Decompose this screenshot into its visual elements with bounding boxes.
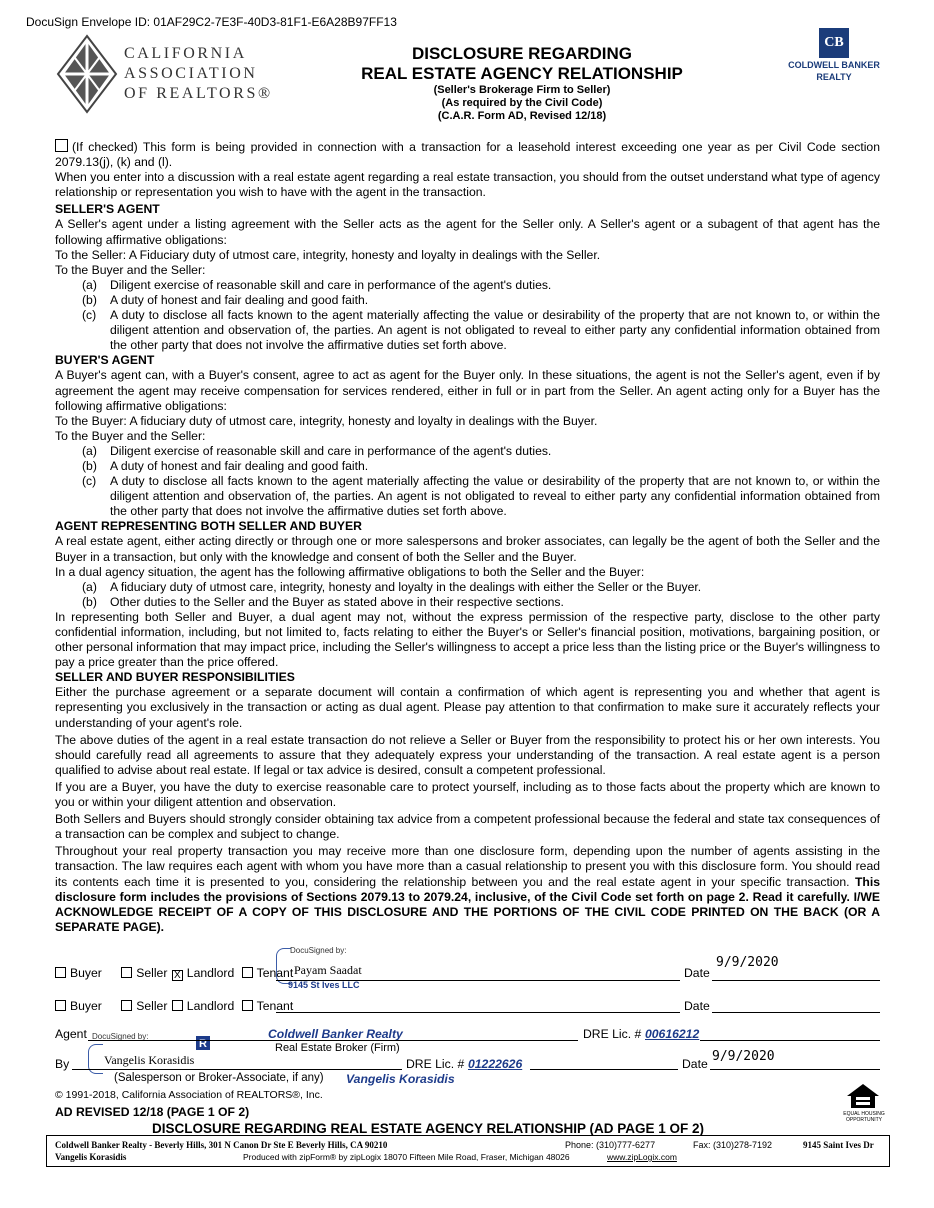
list-item: (a) A fiduciary duty of utmost care, integrity, honesty and loyalty in the dealings with either the Seller or the Buyer. [55,580,880,595]
both-p2: In a dual agency situation, the agent has the following affirmative obligations to both the Seller and the Buyer: [55,564,645,579]
by-caption: (Salesperson or Broker-Associate, if any) [114,1072,324,1084]
by-date-value[interactable]: 9/9/2020 [712,1049,775,1064]
leasehold-checkbox[interactable] [55,139,68,152]
equal-housing-label: EQUAL HOUSING OPPORTUNITY [843,1111,885,1123]
title-line2: REAL ESTATE AGENCY RELATIONSHIP [361,64,683,83]
resp-p5-bold: This disclosure form includes the provisions of Sections 2079.13 to 2079.24, inclusive, of the Civil Code set forth on page 2. Read it carefully. I/WE ACKNOWLEDGE RECEIPT OF A COPY OF THIS DISCLOSURE AND THE PORTIONS OF THE CIVIL CODE PRINTED ON THE BACK (OR A SEPARATE PAGE). [55,874,880,934]
seller-checkbox-2[interactable] [121,1000,132,1011]
subtitle3: (C.A.R. Form AD, Revised 12/18) [437,110,607,122]
resp-heading: SELLER AND BUYER RESPONSIBILITIES [55,670,295,685]
buyer-p2: To the Buyer: A fiduciary duty of utmost care, integrity, honesty and loyalty in dealings with the Buyer. [55,413,598,428]
seller-p2: To the Seller: A Fiduciary duty of utmost care, integrity, honesty and loyalty in dealings with the Seller. [55,247,601,262]
footer-property: 9145 Saint Ives Dr [803,1140,874,1150]
footer-office: Coldwell Banker Realty - Beverly Hills, 301 N Canon Dr Ste E Beverly Hills, CA 90210 [55,1140,388,1150]
buyer-p1: A Buyer's agent can, with a Buyer's consent, agree to act as agent for the Buyer only. In these situations, the agent is not the Seller's agent, even if by agreement the agent may receive compensation for services rendered, either in full or in part from the Seller. An agent acting only for a Buyer has the following affirmative obligations: [55,368,880,413]
row1-entity: 9145 St Ives LLC [288,980,360,990]
car-line2: ASSOCIATION [124,65,258,82]
seller-a: Diligent exercise of reasonable skill and care in performance of the agent's duties. [110,277,552,292]
realtor-r-icon [196,1036,212,1054]
date-line-2 [712,1012,880,1013]
list-item: (c) A duty to disclose all facts known to the agent materially affecting the value or desirability of the property that are not known to, or within the diligent attention and observation of, the parties. An agent is not obligated to reveal to either party any confidential information obtained from the other party that does not involve the affirmative duties set forth above. [82,474,880,519]
seller-label-2: Seller [136,999,168,1013]
footer-url[interactable]: www.zipLogix.com [607,1152,677,1162]
date-value-1[interactable]: 9/9/2020 [716,955,779,970]
date-line-1 [712,980,880,981]
envelope-id: DocuSign Envelope ID: 01AF29C2-7E3F-40D3-81F1-E6A28B97FF13 [26,15,397,29]
both-p1: A real estate agent, either acting directly or through one or more salespersons and broker associates, can legally be the agent of both the Seller and the Buyer in a transaction, but only with the knowledge and consent of both the Seller and the Buyer. [55,534,880,564]
buyer-c: A duty to disclose all facts known to the agent materially affecting the value or desirability of the property that are not known to, or within the diligent attention and observation of, the parties. An agent is not obligated to reveal to either party any confidential information obtained from the other party that does not involve the affirmative duties set forth above. [110,474,880,519]
resp-p4: Both Sellers and Buyers should strongly consider obtaining tax advice from a competent professional because the federal and state tax consequences of a transaction can be complex and subject to change. [55,812,880,842]
list-item: (b) Other duties to the Seller and the Buyer as stated above in their respective sections. [55,595,880,610]
resp-p5 [55,844,880,935]
equal-housing-icon [845,1082,881,1110]
list-item: (b) A duty of honest and fair dealing and good faith. [55,459,880,474]
resp-p5-text: Throughout your real property transaction you may receive more than one disclosure form, depending upon the number of agents assisting in the transaction. The law requires each agent with whom you have more than a casual relationship to present you with this disclosure form. You should read its contents each time it is presented to you, considering the relationship between you and the real estate agent in your specific transaction. [55,844,880,889]
docusigned-label-2: DocuSigned by: [92,1032,149,1041]
by-line [72,1069,402,1070]
agent-line [88,1040,578,1041]
subtitle1: (Seller's Brokerage Firm to Seller) [433,84,611,96]
coldwell-banker-logo [784,28,884,82]
cb-line2: REALTY [816,72,852,82]
signature-payam[interactable]: Payam Saadat [294,963,362,977]
copyright: © 1991-2018, California Association of REALTORS®, Inc. [55,1089,323,1101]
seller-label: Seller [136,966,168,980]
seller-checkbox-1[interactable] [121,967,132,978]
date-label-1: Date [684,966,710,980]
tenant-checkbox-1[interactable] [242,967,253,978]
buyer-label: Buyer [70,966,102,980]
title-line1: DISCLOSURE REGARDING [411,44,633,63]
landlord-checkbox-1[interactable]: X [172,970,183,981]
tenant-label-2: Tenant [256,999,294,1013]
list-item: (b) A duty of honest and fair dealing and good faith. [55,293,880,308]
car-line3: OF REALTORS® [124,85,273,102]
cb-logo-icon: CB [819,28,849,58]
leasehold-text: (If checked) This form is being provided in connection with a transaction for a leasehold interest exceeding one year as per Civil Code section 2079.13(j), (k) and (l). [55,140,880,170]
seller-b: A duty of honest and fair dealing and good faith. [110,292,369,307]
footer-fax: Fax: (310)278-7192 [693,1140,773,1150]
by-dre-label: DRE Lic. # [406,1057,465,1071]
footer-agent: Vangelis Korasidis [55,1152,127,1162]
seller-p3: To the Buyer and the Seller: [55,262,206,277]
buyer-b: A duty of honest and fair dealing and good faith. [110,458,369,473]
buyer-label-2: Buyer [70,999,102,1013]
signature-line-2 [276,1012,680,1013]
buyer-checkbox-1[interactable] [55,967,66,978]
signature-row-1 [55,966,293,981]
cb-line1: COLDWELL BANKER [788,60,880,70]
subtitle2: (As required by the Civil Code) [441,97,603,109]
tenant-label: Tenant [256,966,294,980]
car-logo-icon [56,34,118,114]
by-date-label: Date [682,1057,708,1071]
signature-row-2 [55,999,293,1013]
signature-vangelis[interactable]: Vangelis Korasidis [104,1053,195,1067]
tenant-checkbox-2[interactable] [242,1000,253,1011]
by-date-line [710,1069,880,1070]
signature-line-1 [276,980,680,981]
intro: When you enter into a discussion with a real estate agent regarding a real estate transaction, you should from the outset understand what type of agency relationship or representation you wish to have with the agent in the transaction. [55,170,880,200]
seller-heading: SELLER'S AGENT [55,202,160,217]
agent-firm[interactable]: Coldwell Banker Realty [268,1027,403,1041]
agent-label: Agent [55,1027,87,1041]
landlord-label: Landlord [186,966,235,980]
seller-c: A duty to disclose all facts known to the agent materially affecting the value or desirability of the property that are not known to, or within the diligent attention and observation of, the parties. An agent is not obligated to reveal to either party any confidential information obtained from the other party that does not involve the affirmative duties set forth above. [110,308,880,353]
svg-text:R: R [199,1038,207,1050]
buyer-p3: To the Buyer and the Seller: [55,428,206,443]
footer-phone: Phone: (310)777-6277 [565,1140,656,1150]
agent-firm-caption: Real Estate Broker (Firm) [275,1042,400,1054]
car-line1: CALIFORNIA [124,45,247,62]
docusign-frame-1 [276,948,291,984]
landlord-label-2: Landlord [186,999,235,1013]
by-dre-number[interactable]: 01222626 [468,1057,523,1071]
resp-p1: Either the purchase agreement or a separate document will contain a confirmation of which agent is representing you and whether that agent is representing you exclusively in the transaction or acting as dual agent. Please pay attention to that confirmation to make sure it accurately reflects your understanding of your agent's role. [55,685,880,730]
footer-title: DISCLOSURE REGARDING REAL ESTATE AGENCY RELATIONSHIP (AD PAGE 1 OF 2) [152,1121,705,1136]
buyer-checkbox-2[interactable] [55,1000,66,1011]
buyer-heading: BUYER'S AGENT [55,353,155,368]
resp-p2: The above duties of the agent in a real estate transaction do not relieve a Seller or Buyer from the responsibility to protect his or her own interests. You should carefully read all agreements to assure that they adequately express your understanding of the transaction. A real estate agent is a person qualified to advise about real estate. If legal or tax advice is desired, consult a competent professional. [55,732,880,777]
list-item: (c) A duty to disclose all facts known to the agent materially affecting the value or desirability of the property that are not known to, or within the diligent attention and observation of, the parties. An agent is not obligated to reveal to either party any confidential information obtained from the other party that does not involve the affirmative duties set forth above. [82,308,880,353]
agent-dre-number[interactable]: 00616212 [645,1027,700,1041]
by-name: Vangelis Korasidis [346,1072,455,1086]
both-heading: AGENT REPRESENTING BOTH SELLER AND BUYER [55,519,362,534]
list-item: (a) Diligent exercise of reasonable skill and care in performance of the agent's duties. [55,444,880,459]
date-label-2: Date [684,999,710,1013]
footer-box [46,1135,890,1167]
landlord-checkbox-2[interactable] [172,1000,183,1011]
form-title [300,44,744,123]
buyer-a: Diligent exercise of reasonable skill and care in performance of the agent's duties. [110,443,552,458]
both-p3: In representing both Seller and Buyer, a dual agent may not, without the express permission of the respective party, disclose to the other party confidential information, including, but not limited to, facts relating to either the Buyer's or Seller's financial position, motivations, bargaining position, or other personal information that may impact price, including the Seller's willingness to accept a price less than the listing price or the Buyer's willingness to pay a price greater than the price offered. [55,609,881,670]
by-label: By [55,1057,70,1071]
agent-dre-label: DRE Lic. # [583,1027,642,1041]
car-logo-text [124,44,273,104]
footer-produced: Produced with zipForm® by zipLogix 18070 Fifteen Mile Road, Fraser, Michigan 48026 [243,1152,570,1162]
resp-p3: If you are a Buyer, you have the duty to exercise reasonable care to protect yourself, including as to those facts about the property which are known to you or within your diligent attention and observation. [55,779,880,810]
form-body [55,139,880,935]
list-item: (a) Diligent exercise of reasonable skill and care in performance of the agent's duties. [55,278,880,293]
by-dre-line [530,1069,678,1070]
seller-p1: A Seller's agent under a listing agreement with the Seller acts as the agent for the Seller only. A Seller's agent or a subagent of that agent has the following affirmative obligations: [55,217,880,247]
docusigned-label-1: DocuSigned by: [290,946,347,955]
both-b: Other duties to the Seller and the Buyer as stated above in their respective sections. [110,594,564,609]
revised-label: AD REVISED 12/18 (PAGE 1 OF 2) [55,1105,250,1119]
both-a: A fiduciary duty of utmost care, integrity, honesty and loyalty in the dealings with either the Seller or the Buyer. [110,579,702,594]
agent-dre-line [700,1040,880,1041]
